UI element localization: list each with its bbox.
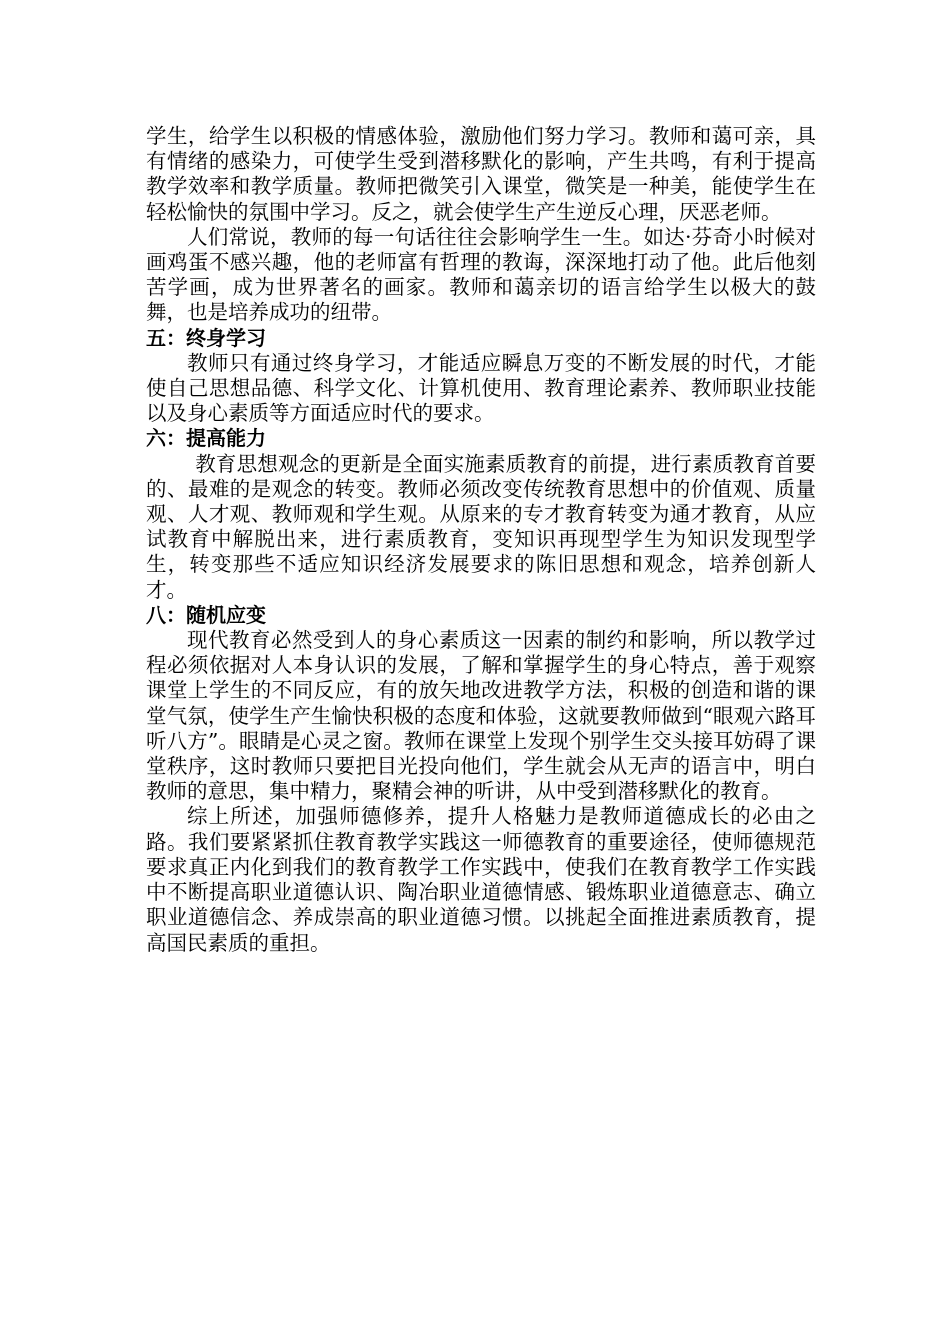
paragraph-conclusion: 综上所述，加强师德修养，提升人格魅力是教师道德成长的必由之路。我们要紧紧抓住教育教学实践这一师德教育的重要途径，使师德规范要求真正内化到我们的教育教学工作实践中，使我们在教育教学工作实践中不断提高职业道德认识、陶冶职业道德情感、锻炼职业道德意志、确立职业道德信念、养成崇高的职业道德习惯。以挑起全面推进素质教育，提高国民素质的重担。 (146, 804, 816, 955)
document-page (146, 124, 816, 956)
section-heading-lifelong-learning: 五：终身学习 (146, 325, 266, 350)
paragraph-lifelong-learning: 教师只有通过终身学习，才能适应瞬息万变的不断发展的时代，才能使自己思想品德、科学文化、计算机使用、教育理论素养、教师职业技能以及身心素质等方面适应时代的要求。 (146, 350, 816, 426)
paragraph-adaptability: 现代教育必然受到人的身心素质这一因素的制约和影响，所以教学过程必须依据对人本身认识的发展，了解和掌握学生的身心特点，善于观察课堂上学生的不同反应，有的放矢地改进教学方法，积极的创造和谐的课堂气氛，使学生产生愉快积极的态度和体验，这就要教师做到“眼观六路耳听八方”。眼睛是心灵之窗。教师在课堂上发现个别学生交头接耳妨碍了课堂秩序，这时教师只要把目光投向他们，学生就会从无声的语言中，明白教师的意思，集中精力，聚精会神的听讲，从中受到潜移默化的教育。 (146, 628, 816, 804)
paragraph-improve-ability: 教育思想观念的更新是全面实施素质教育的前提，进行素质教育首要的、最难的是观念的转变。教师必须改变传统教育思想中的价值观、质量观、人才观、教师观和学生观。从原来的专才教育转变为通才教育，从应试教育中解脱出来，进行素质教育，变知识再现型学生为知识发现型学生，转变那些不适应知识经济发展要求的陈旧思想和观念，培养创新人才。 (146, 451, 816, 602)
section-heading-improve-ability: 六：提高能力 (146, 426, 266, 451)
section-heading-adaptability: 八：随机应变 (146, 602, 266, 627)
paragraph-teacher-words: 人们常说，教师的每一句话往往会影响学生一生。如达·芬奇小时候对画鸡蛋不感兴趣，他的老师富有哲理的教诲，深深地打动了他。此后他刻苦学画，成为世界著名的画家。教师和蔼亲切的语言给学生以极大的鼓舞，也是培养成功的纽带。 (146, 224, 816, 325)
paragraph-teacher-emotion: 学生，给学生以积极的情感体验，激励他们努力学习。教师和蔼可亲，具有情绪的感染力，可使学生受到潜移默化的影响，产生共鸣，有利于提高教学效率和教学质量。教师把微笑引入课堂，微笑是一种美，能使学生在轻松愉快的氛围中学习。反之，就会使学生产生逆反心理，厌恶老师。 (146, 124, 816, 224)
